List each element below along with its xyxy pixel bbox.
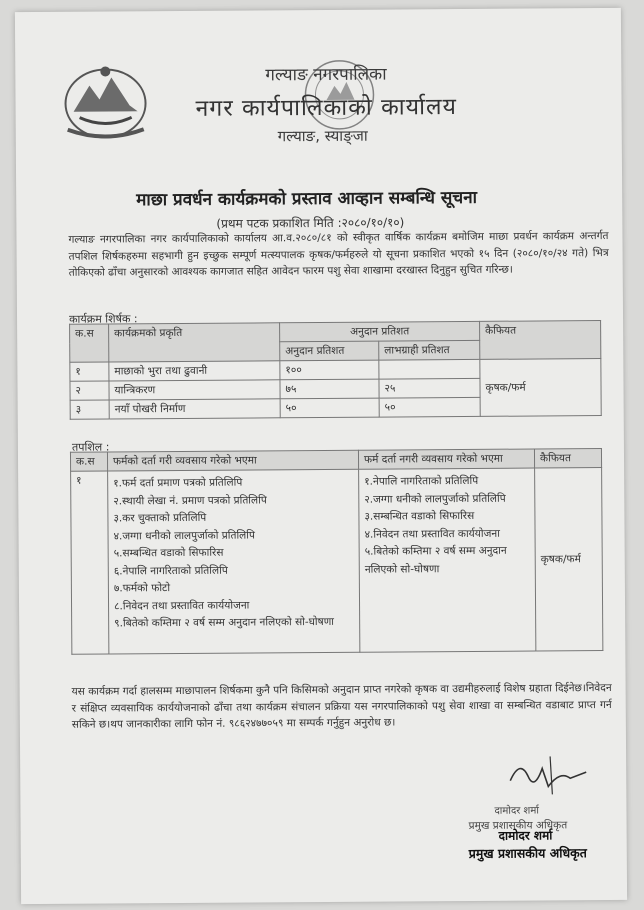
list-item: २.जग्गा धनीको लालपुर्जाको प्रतिलिपि — [364, 492, 506, 506]
col-remarks: कैफियत — [480, 321, 601, 360]
program-title-label: कार्यक्रम शिर्षक : — [68, 312, 138, 326]
list-item: १.नेपालि नागरिताको प्रतिलिपि — [364, 474, 479, 488]
publish-date: (प्रथम पटक प्रकाशित मिति :२०८०/१०/१०) — [216, 215, 405, 231]
col-registered: फर्मको दर्ता गरी व्यवसाय गरेको भएमा — [107, 450, 358, 471]
list-item: ५.सम्बन्धित वडाको सिफारिस — [113, 546, 224, 560]
closing-paragraph: यस कार्यक्रम गर्दा हालसम्म माछापालन शिर्षकमा कुनै पनि किसिमको अनुदान प्राप्त नगरेको कृषक वा उद्यमीहरुलाई विशेष ग्रहाता दिईनेछ।निवेदन र संक्षिप्त व्यवसायिक कार्ययोजनाको ढाँचा तथा कार्यक्रम संचालन प्रक्रिया यस नगरपालिकाको पशु सेवा शाखा वा सम्बन्धित वडाबाट प्राप्त गर्न सकिने छ।थप जानकारीका लागि फोन नं. ९८६२४७७०५९ मा सम्पर्क गर्नुहुन अनुरोध छ। — [71, 681, 612, 731]
remarks-value: कृषक/फर्म — [480, 359, 601, 417]
nepal-emblem-icon — [59, 59, 152, 146]
document-page — [15, 8, 627, 904]
col-remarks: कैफियत — [534, 449, 601, 468]
list-item: ९.बितेको कम्तिमा २ वर्ष सम्म अनुदान नलिएको सो-घोषणा — [114, 615, 335, 630]
signatory-title: प्रमुख प्रशासकीय अधिकृत — [468, 819, 568, 832]
intro-paragraph: गल्याङ नगरपालिका नगर कार्यपालिकाको कार्यालय आ.व.२०८०/८१ को स्वीकृत वार्षिक कार्यक्रम बमोजिम माछा प्रवर्धन कार्यक्रम अन्तर्गत तपशिल शिर्षकहरुमा सहभागी हुन इच्छुक सम्पूर्ण मत्स्यपालक कृषक/फर्महरुले यो सूचना प्रकाशित भएको १५ दिन (२०८०/१०/२४ गते) भित्र तोकिएको ढाँचा अनुसारको आवश्यक कागजात सहित आवेदन फारम पशु सेवा शाखामा दरखास्त दिनुहुन सुचित गरिन्छ। — [68, 229, 609, 279]
table-row: ३ नयाँ पोखरी निर्माण ५० ५० — [70, 397, 601, 420]
col-sn: क.स — [70, 324, 109, 362]
col-sn: क.स — [70, 452, 107, 471]
details-label: तपशिल : — [71, 440, 110, 454]
list-item: ८.निवेदन तथा प्रस्तावित कार्ययोजना — [113, 599, 250, 612]
col-subsidy-pct: अनुदान प्रतिशत — [280, 341, 379, 361]
list-item: १.फर्म दर्ता प्रमाण पत्रको प्रतिलिपि — [113, 476, 243, 490]
col-unregistered: फर्म दर्ता नगरी व्यवसाय गरेको भएमा — [358, 449, 534, 469]
table-row: २ यान्त्रिकरण ७५ २५ — [70, 378, 601, 401]
municipality-name: गल्याङ नगरपालिका — [265, 64, 387, 86]
list-item: ४.जग्गा धनीको लालपुर्जाको प्रतिलिपि — [113, 528, 255, 542]
signature-icon — [490, 750, 600, 801]
program-table — [69, 320, 602, 420]
requirements-table — [70, 448, 603, 655]
stamp-title: प्रमुख प्रशासकीय अधिकृत — [468, 845, 587, 861]
col-beneficiary-pct: लाभग्राही प्रतिशत — [379, 340, 480, 360]
col-subsidy: अनुदान प्रतिशत — [280, 321, 480, 341]
list-item: ६.नेपालि नागरिताको प्रतिलिपि — [113, 564, 228, 577]
list-item: ७.फर्मको फोटो — [113, 582, 171, 595]
list-item: ४.निवेदन तथा प्रस्तावित कार्ययोजना — [364, 527, 500, 541]
notice-title: माछा प्रवर्धन कार्यक्रमको प्रस्ताव आव्हान सम्बन्धि सूचना — [136, 187, 478, 211]
registered-docs-list — [108, 469, 360, 654]
table-row: १ १.फर्म दर्ता प्रमाण पत्रको प्रतिलिपि २.स्थायी लेखा नं. प्रमाण पत्रको प्रतिलिपि ३.कर चुक्ताको प्रतिलिपि ४.जग्गा धनीको लालपुर्जाको प्रतिलिपि ५.सम्बन्धित वडाको सिफारिस ६.नेपालि नागरिताको प्रतिलिपि ७.फर्मको फोटो ८.निवेदन तथा प्रस्तावित कार्ययोजना ९.बितेको कम्तिमा २ वर्ष सम्म अनुदान नलिएको सो-घोषणा १.नेपालि नागरिताको प्रतिलिपि २.जग्गा धनीको लालपुर्जाको प्रतिलिपि ३.सम्बन्धित वडाको सिफारिस ४.निवेदन तथा प्रस्तावित कार्ययोजना ५.बितेको कम्तिमा २ वर्ष सम्म अनुदान नलिएको सो-घोषणा कृषक/फर्म — [71, 468, 603, 655]
unregistered-docs-list — [359, 468, 536, 652]
stamp-name: दामोदर शर्मा — [498, 828, 553, 843]
office-address: गल्याङ, स्याङ्जा — [277, 126, 368, 146]
table-row: १ माछाको भुरा तथा ढुवानी १०० कृषक/फर्म — [70, 359, 601, 382]
list-item: ३.सम्बन्धित वडाको सिफारिस — [364, 509, 475, 523]
office-name: नगर कार्यपालिकाको कार्यालय — [195, 94, 458, 122]
list-item: २.स्थायी लेखा नं. प्रमाण पत्रको प्रतिलिपि — [113, 493, 267, 507]
signatory-name: दामोदर शर्मा — [494, 805, 539, 817]
list-item: ३.कर चुक्ताको प्रतिलिपि — [113, 511, 207, 525]
col-nature: कार्यक्रमको प्रकृति — [109, 323, 280, 362]
remarks-value: कृषक/फर्म — [535, 468, 603, 651]
list-item: ५.बितेको कम्तिमा २ वर्ष सम्म अनुदान नलिएको सो-घोषणा — [364, 544, 507, 576]
